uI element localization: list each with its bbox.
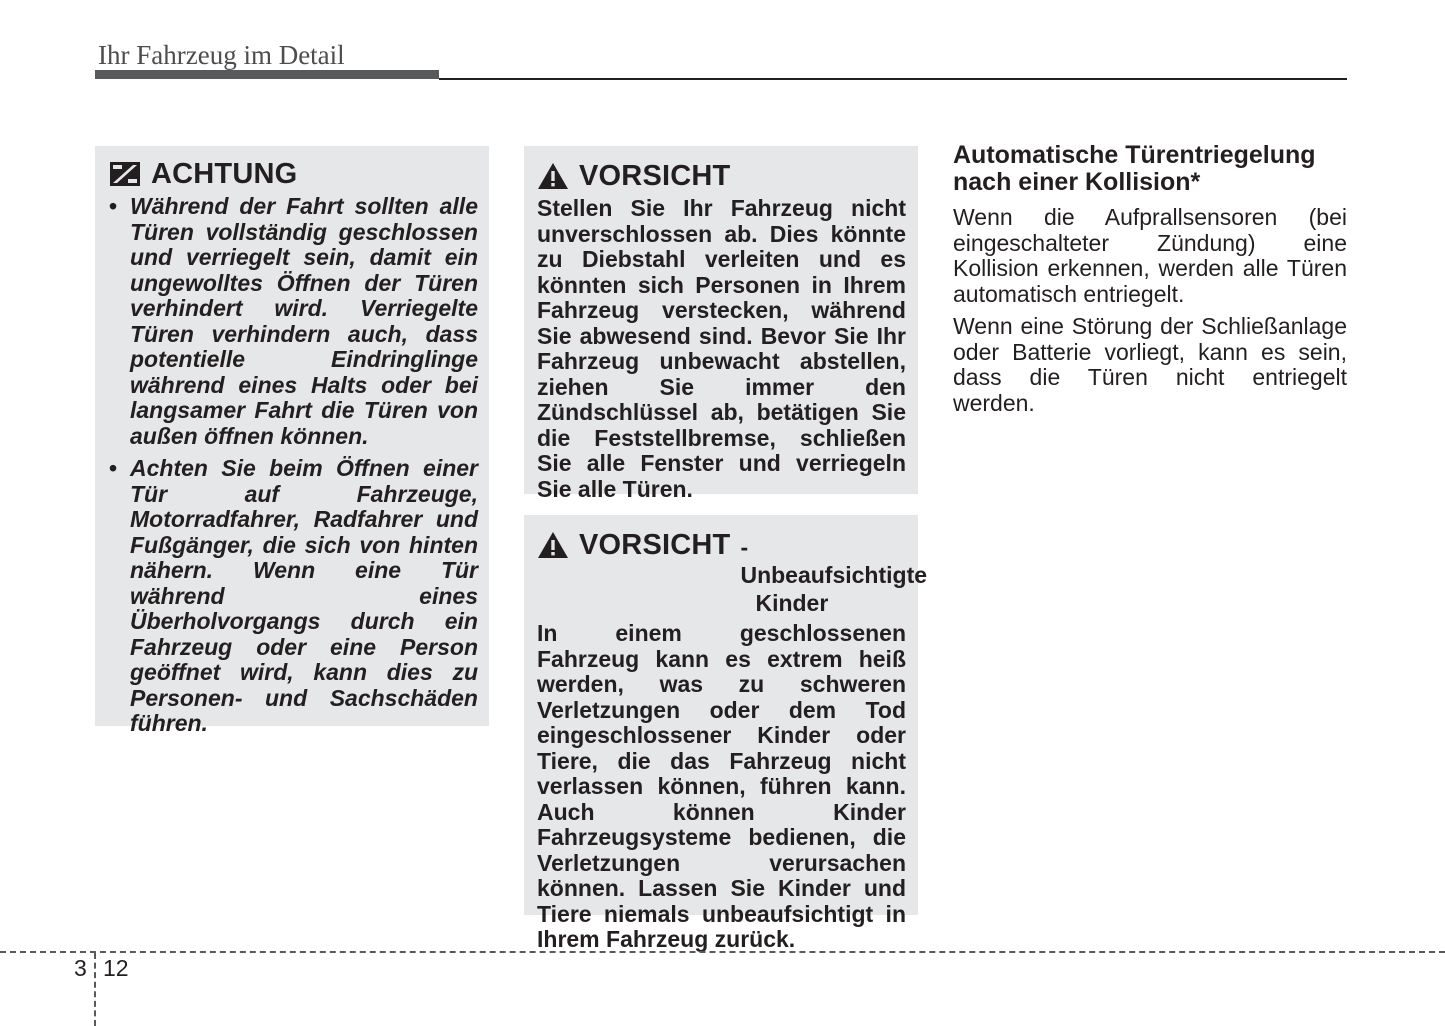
achtung-list [109, 194, 478, 737]
vorsicht-header [537, 529, 928, 617]
body-paragraph: Wenn eine Störung der Schließanlage oder Batterie vorliegt, kann es sein, dass die Türen nicht entriegelt werden. [953, 313, 1347, 416]
achtung-item: • Während der Fahrt sollten alle Türen vollständig geschlossen und verriegelt sein, damit ein ungewolltes Öffnen der Türen verhindert wird. Verriegelte Türen verhindern auch, dass potentielle Eindringlinge während eines Halts oder bei langsamer Fahrt die Türen von außen öffnen können. [109, 194, 478, 449]
body-paragraph: Wenn die Aufprallsensoren (bei eingeschalteter Zündung) eine Kollision erkennen, werden alle Türen automatisch entriegelt. [953, 204, 1347, 307]
vorsicht-text: In einem geschlossenen Fahrzeug kann es extrem heiß werden, was zu schweren Verletzungen oder dem Tod eingeschlossener Kinder oder Tiere, die das Fahrzeug nicht verlassen können, führen kann. Auch können Kinder Fahrzeugsysteme bedienen, die Verletzungen verursachen können. Lassen Sie Kinder und Tiere niemals unbeaufsichtigt in Ihrem Fahrzeug zurück. [537, 620, 906, 952]
vorsicht-title: VORSICHT [579, 529, 731, 561]
achtung-header [109, 158, 478, 190]
vorsicht-box-unlocked [524, 146, 918, 502]
warning-z-icon [109, 160, 141, 188]
vorsicht-box-children [524, 515, 928, 952]
footer-rule [0, 951, 1445, 953]
warning-triangle-icon [537, 162, 569, 190]
vorsicht-text: Stellen Sie Ihr Fahrzeug nicht unverschlossen ab. Dies könnte zu Diebstahl verleiten und es könnten sich Personen in Ihrem Fahrzeug verstecken, während Sie abwesend sind. Bevor Sie Ihr Fahrzeug unbewacht abstellen, ziehen Sie immer den Zündschlüssel ab, betätigen Sie die Feststellbremse, schließen Sie alle Fenster und verriegeln Sie alle Türen. [537, 195, 906, 502]
header-rule [439, 78, 1347, 80]
right-column [953, 142, 1347, 423]
achtung-title: ACHTUNG [151, 158, 298, 190]
header-bar-thick [95, 70, 439, 79]
vorsicht-subtitle-line1: - Unbeaufsichtigte [740, 534, 928, 588]
achtung-box [95, 146, 489, 736]
vorsicht-header [537, 160, 906, 192]
warning-triangle-icon [537, 531, 569, 559]
footer-divider [94, 953, 96, 1026]
achtung-item: • Achten Sie beim Öffnen einer Tür auf Fahrzeuge, Motorradfahrer, Radfahrer und Fußgänger, die sich von hinten nähern. Wenn eine Tür während eines Überholvorgangs durch ein Fahrzeug oder eine Person geöffnet wird, kann dies zu Personen- und Sachschäden führen. [109, 456, 478, 737]
chapter-number: 3 [74, 955, 87, 981]
page-header-title: Ihr Fahrzeug im Detail [98, 40, 345, 70]
vorsicht-subtitle [740, 529, 927, 617]
section-heading: Automatische Türentriegelung nach einer Kollision* [953, 141, 1316, 196]
vorsicht-subtitle-line2: Kinder [755, 590, 829, 616]
vorsicht-title: VORSICHT [579, 160, 731, 192]
page-number: 12 [103, 955, 129, 981]
